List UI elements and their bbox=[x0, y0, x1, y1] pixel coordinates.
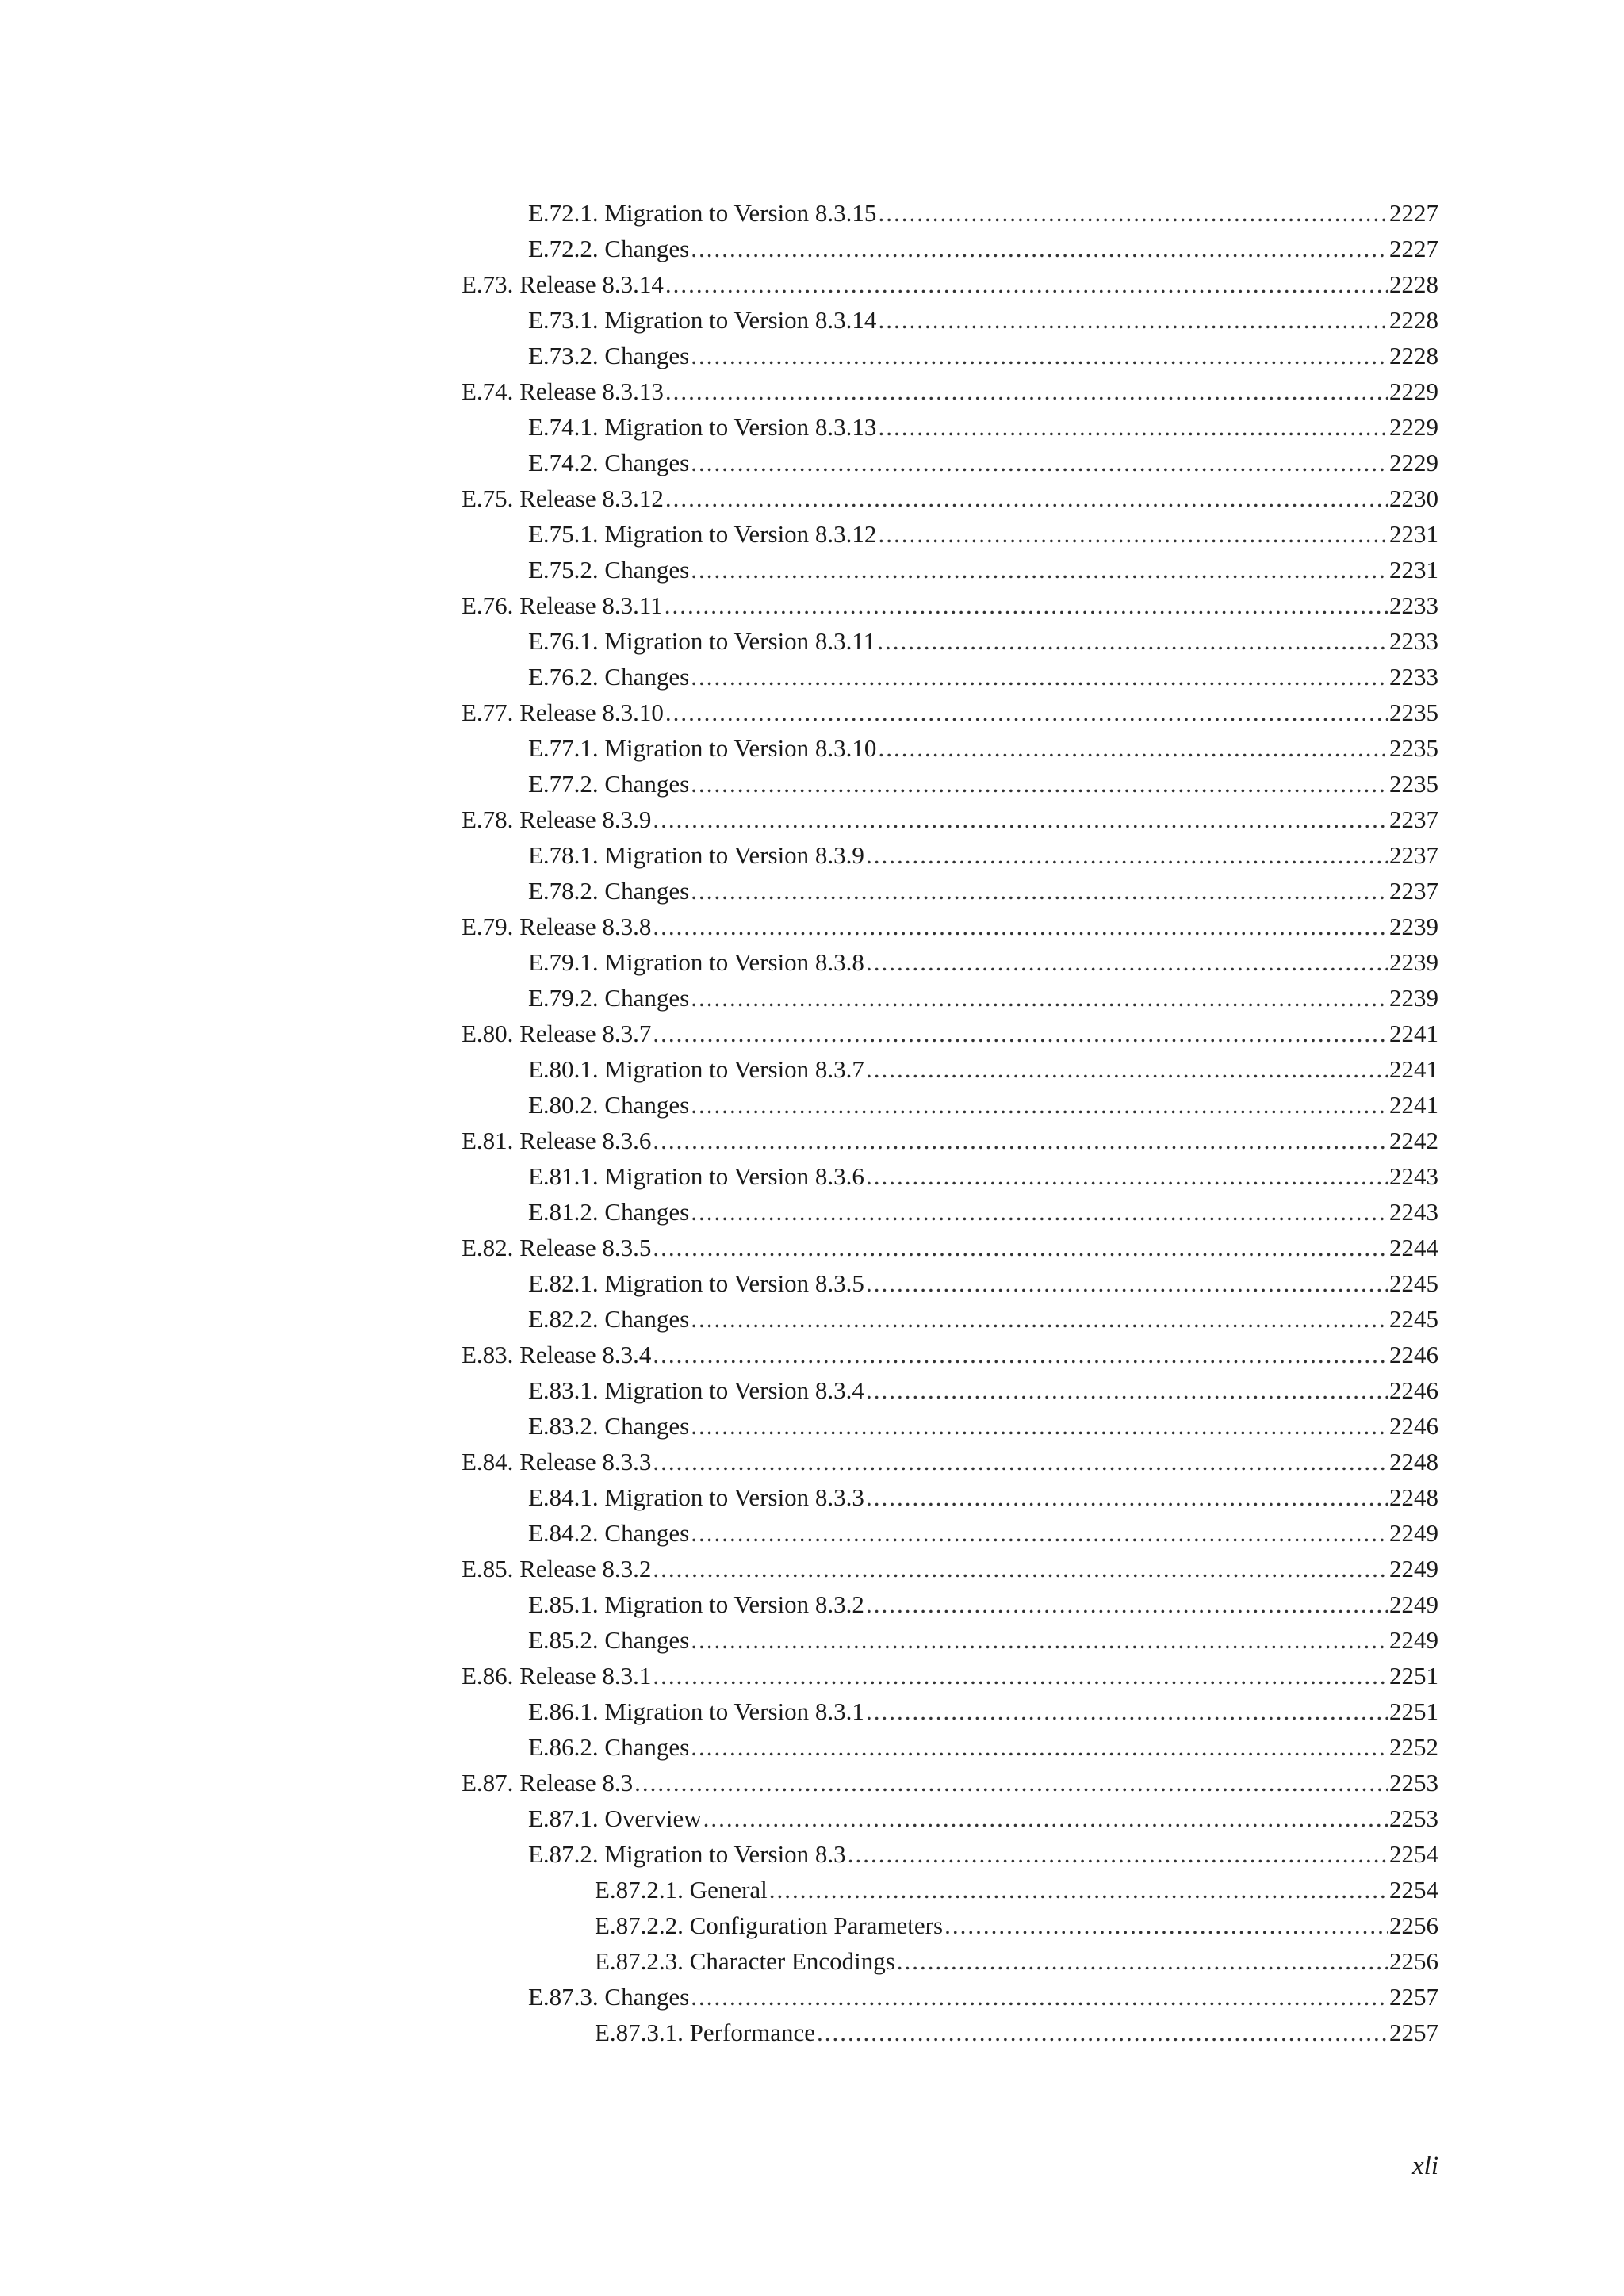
toc-entry-label: E.74. Release 8.3.13 bbox=[462, 377, 664, 405]
toc-entry-label: E.82. Release 8.3.5 bbox=[462, 1234, 652, 1261]
dot-leader bbox=[878, 409, 1388, 445]
dot-leader bbox=[691, 659, 1388, 695]
toc-entry[interactable] bbox=[462, 1943, 1438, 1979]
dot-leader bbox=[691, 1194, 1388, 1230]
dot-leader bbox=[653, 1444, 1388, 1479]
toc-entry-label: E.78.1. Migration to Version 8.3.9 bbox=[528, 841, 864, 869]
toc-entry-page: 2243 bbox=[1389, 1198, 1438, 1226]
dot-leader bbox=[866, 1158, 1388, 1194]
toc-entry-label: E.85.1. Migration to Version 8.3.2 bbox=[528, 1590, 864, 1618]
toc-entry-label: E.79. Release 8.3.8 bbox=[462, 913, 652, 940]
toc-entry-page: 2233 bbox=[1389, 627, 1438, 655]
toc-entry-label: E.87. Release 8.3 bbox=[462, 1769, 634, 1797]
toc-entry[interactable] bbox=[462, 1551, 1438, 1586]
toc-entry[interactable] bbox=[462, 1515, 1438, 1551]
dot-leader bbox=[665, 373, 1388, 409]
dot-leader bbox=[866, 1693, 1388, 1729]
toc-entry[interactable] bbox=[462, 766, 1438, 802]
toc-entry-label: E.82.1. Migration to Version 8.3.5 bbox=[528, 1269, 864, 1297]
toc-entry-page: 2242 bbox=[1389, 1127, 1438, 1154]
dot-leader bbox=[897, 1943, 1388, 1979]
toc-entry-page: 2235 bbox=[1389, 698, 1438, 726]
toc-entry-label: E.73.1. Migration to Version 8.3.14 bbox=[528, 306, 877, 334]
toc-entry-label: E.86.2. Changes bbox=[528, 1733, 690, 1761]
dot-leader bbox=[653, 1016, 1388, 1051]
toc-entry-label: E.85.2. Changes bbox=[528, 1626, 690, 1654]
toc-entry-label: E.75.2. Changes bbox=[528, 556, 690, 584]
dot-leader bbox=[866, 837, 1388, 873]
toc-entry-label: E.75. Release 8.3.12 bbox=[462, 484, 664, 512]
toc-entry[interactable] bbox=[462, 1194, 1438, 1230]
toc-entry-label: E.85. Release 8.3.2 bbox=[462, 1555, 652, 1582]
dot-leader bbox=[691, 1979, 1388, 2015]
toc-entry[interactable] bbox=[462, 1408, 1438, 1444]
toc-entry-label: E.87.1. Overview bbox=[528, 1804, 702, 1832]
toc-entry-label: E.84.1. Migration to Version 8.3.3 bbox=[528, 1483, 864, 1511]
toc-entry[interactable] bbox=[462, 1051, 1438, 1087]
toc-entry[interactable] bbox=[462, 623, 1438, 659]
toc-entry[interactable] bbox=[462, 1729, 1438, 1765]
toc-entry[interactable] bbox=[462, 695, 1438, 730]
toc-entry[interactable] bbox=[462, 1872, 1438, 1908]
toc-entry-label: E.83.2. Changes bbox=[528, 1412, 690, 1440]
dot-leader bbox=[691, 766, 1388, 802]
toc-entry[interactable] bbox=[462, 730, 1438, 766]
toc-entry-label: E.72.2. Changes bbox=[528, 235, 690, 262]
dot-leader bbox=[769, 1872, 1388, 1908]
toc-entry-label: E.83.1. Migration to Version 8.3.4 bbox=[528, 1376, 864, 1404]
toc-entry[interactable] bbox=[462, 1479, 1438, 1515]
toc-entry[interactable] bbox=[462, 1658, 1438, 1693]
toc-entry-label: E.86. Release 8.3.1 bbox=[462, 1662, 652, 1689]
toc-entry-page: 2251 bbox=[1389, 1697, 1438, 1725]
toc-entry-label: E.87.3. Changes bbox=[528, 1983, 690, 2011]
toc-entry-page: 2228 bbox=[1389, 270, 1438, 298]
toc-entry-page: 2246 bbox=[1389, 1341, 1438, 1368]
toc-entry-label: E.80.1. Migration to Version 8.3.7 bbox=[528, 1055, 864, 1083]
toc-entry-label: E.76. Release 8.3.11 bbox=[462, 591, 663, 619]
toc-entry-label: E.87.2.2. Configuration Parameters bbox=[595, 1911, 944, 1939]
toc-entry-label: E.84.2. Changes bbox=[528, 1519, 690, 1547]
dot-leader bbox=[665, 695, 1388, 730]
toc-entry[interactable] bbox=[462, 1301, 1438, 1337]
toc-entry-page: 2233 bbox=[1389, 663, 1438, 691]
table-of-contents bbox=[462, 195, 1438, 2050]
toc-entry-page: 2256 bbox=[1389, 1947, 1438, 1975]
page-number: xli bbox=[1412, 2152, 1438, 2180]
toc-entry-page: 2248 bbox=[1389, 1483, 1438, 1511]
toc-entry[interactable] bbox=[462, 1908, 1438, 1943]
toc-entry-label: E.80.2. Changes bbox=[528, 1091, 690, 1119]
toc-entry[interactable] bbox=[462, 1337, 1438, 1372]
toc-entry[interactable] bbox=[462, 1836, 1438, 1872]
dot-leader bbox=[691, 1729, 1388, 1765]
toc-entry[interactable] bbox=[462, 552, 1438, 587]
toc-entry[interactable] bbox=[462, 1586, 1438, 1622]
toc-entry-label: E.78.2. Changes bbox=[528, 877, 690, 905]
toc-entry-label: E.87.2. Migration to Version 8.3 bbox=[528, 1840, 846, 1868]
toc-entry[interactable] bbox=[462, 659, 1438, 695]
dot-leader bbox=[665, 266, 1388, 302]
toc-entry-label: E.87.2.1. General bbox=[595, 1876, 768, 1904]
toc-entry-page: 2230 bbox=[1389, 484, 1438, 512]
toc-entry[interactable] bbox=[462, 587, 1438, 623]
toc-entry-label: E.77.1. Migration to Version 8.3.10 bbox=[528, 734, 877, 762]
toc-entry-page: 2237 bbox=[1389, 877, 1438, 905]
toc-entry-label: E.78. Release 8.3.9 bbox=[462, 806, 652, 833]
toc-entry-page: 2231 bbox=[1389, 520, 1438, 548]
toc-entry[interactable] bbox=[462, 873, 1438, 909]
dot-leader bbox=[691, 873, 1388, 909]
toc-entry[interactable] bbox=[462, 195, 1438, 231]
toc-entry[interactable] bbox=[462, 802, 1438, 837]
dot-leader bbox=[878, 730, 1388, 766]
dot-leader bbox=[866, 944, 1388, 980]
toc-entry-label: E.77. Release 8.3.10 bbox=[462, 698, 664, 726]
toc-entry[interactable] bbox=[462, 944, 1438, 980]
dot-leader bbox=[691, 552, 1388, 587]
toc-entry-label: E.73. Release 8.3.14 bbox=[462, 270, 664, 298]
toc-entry-page: 2229 bbox=[1389, 413, 1438, 441]
toc-entry-page: 2254 bbox=[1389, 1840, 1438, 1868]
toc-entry-page: 2241 bbox=[1389, 1055, 1438, 1083]
toc-entry[interactable] bbox=[462, 1800, 1438, 1836]
toc-entry-page: 2239 bbox=[1389, 984, 1438, 1012]
dot-leader bbox=[653, 1337, 1388, 1372]
toc-entry-page: 2245 bbox=[1389, 1305, 1438, 1333]
toc-entry-page: 2249 bbox=[1389, 1555, 1438, 1582]
dot-leader bbox=[866, 1479, 1388, 1515]
toc-entry-page: 2229 bbox=[1389, 449, 1438, 476]
dot-leader bbox=[866, 1586, 1388, 1622]
toc-entry-page: 2246 bbox=[1389, 1412, 1438, 1440]
toc-entry-label: E.83. Release 8.3.4 bbox=[462, 1341, 652, 1368]
toc-entry[interactable] bbox=[462, 1158, 1438, 1194]
toc-entry-label: E.72.1. Migration to Version 8.3.15 bbox=[528, 199, 877, 227]
dot-leader bbox=[653, 1658, 1388, 1693]
toc-entry-page: 2246 bbox=[1389, 1376, 1438, 1404]
toc-entry-label: E.79.2. Changes bbox=[528, 984, 690, 1012]
toc-entry[interactable] bbox=[462, 302, 1438, 338]
toc-entry[interactable] bbox=[462, 373, 1438, 409]
dot-leader bbox=[866, 1051, 1388, 1087]
dot-leader bbox=[848, 1836, 1388, 1872]
toc-entry-label: E.82.2. Changes bbox=[528, 1305, 690, 1333]
toc-entry-page: 2228 bbox=[1389, 306, 1438, 334]
dot-leader bbox=[691, 1408, 1388, 1444]
toc-entry[interactable] bbox=[462, 445, 1438, 480]
toc-entry-page: 2249 bbox=[1389, 1519, 1438, 1547]
toc-entry[interactable] bbox=[462, 980, 1438, 1016]
dot-leader bbox=[691, 1301, 1388, 1337]
toc-entry-page: 2257 bbox=[1389, 1983, 1438, 2011]
dot-leader bbox=[817, 2015, 1388, 2050]
toc-entry[interactable] bbox=[462, 1016, 1438, 1051]
toc-entry-page: 2256 bbox=[1389, 1911, 1438, 1939]
dot-leader bbox=[665, 480, 1388, 516]
toc-entry[interactable] bbox=[462, 231, 1438, 266]
toc-entry-page: 2253 bbox=[1389, 1804, 1438, 1832]
dot-leader bbox=[653, 1551, 1388, 1586]
toc-entry-page: 2237 bbox=[1389, 806, 1438, 833]
toc-entry-page: 2229 bbox=[1389, 377, 1438, 405]
toc-entry-label: E.75.1. Migration to Version 8.3.12 bbox=[528, 520, 877, 548]
toc-entry-page: 2249 bbox=[1389, 1626, 1438, 1654]
dot-leader bbox=[691, 1622, 1388, 1658]
toc-entry[interactable] bbox=[462, 1230, 1438, 1265]
toc-entry[interactable] bbox=[462, 1265, 1438, 1301]
toc-entry[interactable] bbox=[462, 909, 1438, 944]
toc-entry-page: 2239 bbox=[1389, 948, 1438, 976]
toc-entry-page: 2249 bbox=[1389, 1590, 1438, 1618]
dot-leader bbox=[691, 338, 1388, 373]
toc-entry[interactable] bbox=[462, 1372, 1438, 1408]
toc-entry-page: 2235 bbox=[1389, 734, 1438, 762]
dot-leader bbox=[691, 445, 1388, 480]
toc-entry[interactable] bbox=[462, 480, 1438, 516]
toc-entry-page: 2237 bbox=[1389, 841, 1438, 869]
toc-entry-page: 2244 bbox=[1389, 1234, 1438, 1261]
toc-entry[interactable] bbox=[462, 1693, 1438, 1729]
toc-entry-page: 2243 bbox=[1389, 1162, 1438, 1190]
toc-entry-label: E.81.2. Changes bbox=[528, 1198, 690, 1226]
toc-entry-page: 2241 bbox=[1389, 1020, 1438, 1047]
toc-entry-label: E.79.1. Migration to Version 8.3.8 bbox=[528, 948, 864, 976]
dot-leader bbox=[877, 623, 1388, 659]
toc-entry[interactable] bbox=[462, 1123, 1438, 1158]
toc-entry-label: E.73.2. Changes bbox=[528, 342, 690, 369]
dot-leader bbox=[878, 516, 1388, 552]
toc-entry-label: E.80. Release 8.3.7 bbox=[462, 1020, 652, 1047]
dot-leader bbox=[691, 1087, 1388, 1123]
dot-leader bbox=[878, 195, 1388, 231]
toc-entry-label: E.84. Release 8.3.3 bbox=[462, 1448, 652, 1475]
toc-entry-page: 2254 bbox=[1389, 1876, 1438, 1904]
toc-entry[interactable] bbox=[462, 266, 1438, 302]
toc-entry[interactable] bbox=[462, 2015, 1438, 2050]
toc-entry-label: E.76.1. Migration to Version 8.3.11 bbox=[528, 627, 876, 655]
toc-entry-page: 2251 bbox=[1389, 1662, 1438, 1689]
dot-leader bbox=[866, 1265, 1388, 1301]
toc-entry-label: E.74.2. Changes bbox=[528, 449, 690, 476]
toc-entry-label: E.86.1. Migration to Version 8.3.1 bbox=[528, 1697, 864, 1725]
toc-entry-page: 2241 bbox=[1389, 1091, 1438, 1119]
dot-leader bbox=[866, 1372, 1388, 1408]
toc-entry-label: E.81.1. Migration to Version 8.3.6 bbox=[528, 1162, 864, 1190]
toc-entry-label: E.74.1. Migration to Version 8.3.13 bbox=[528, 413, 877, 441]
toc-entry-page: 2252 bbox=[1389, 1733, 1438, 1761]
toc-entry[interactable] bbox=[462, 1979, 1438, 2015]
dot-leader bbox=[691, 980, 1388, 1016]
dot-leader bbox=[691, 1515, 1388, 1551]
toc-entry-page: 2227 bbox=[1389, 235, 1438, 262]
dot-leader bbox=[665, 587, 1388, 623]
toc-entry-page: 2253 bbox=[1389, 1769, 1438, 1797]
toc-entry-label: E.76.2. Changes bbox=[528, 663, 690, 691]
toc-entry-label: E.87.2.3. Character Encodings bbox=[595, 1947, 895, 1975]
toc-entry-page: 2235 bbox=[1389, 770, 1438, 798]
dot-leader bbox=[944, 1908, 1388, 1943]
toc-entry[interactable] bbox=[462, 516, 1438, 552]
toc-entry-page: 2227 bbox=[1389, 199, 1438, 227]
toc-entry-page: 2239 bbox=[1389, 913, 1438, 940]
dot-leader bbox=[634, 1765, 1388, 1800]
dot-leader bbox=[703, 1800, 1388, 1836]
toc-entry[interactable] bbox=[462, 1444, 1438, 1479]
dot-leader bbox=[653, 802, 1388, 837]
dot-leader bbox=[653, 909, 1388, 944]
toc-entry[interactable] bbox=[462, 1765, 1438, 1800]
toc-entry-page: 2231 bbox=[1389, 556, 1438, 584]
toc-entry[interactable] bbox=[462, 1087, 1438, 1123]
toc-entry-label: E.87.3.1. Performance bbox=[595, 2019, 816, 2046]
toc-entry-page: 2245 bbox=[1389, 1269, 1438, 1297]
toc-entry[interactable] bbox=[462, 837, 1438, 873]
toc-entry-label: E.77.2. Changes bbox=[528, 770, 690, 798]
toc-entry-page: 2257 bbox=[1389, 2019, 1438, 2046]
toc-entry-page: 2228 bbox=[1389, 342, 1438, 369]
dot-leader bbox=[691, 231, 1388, 266]
dot-leader bbox=[653, 1230, 1388, 1265]
toc-entry-page: 2248 bbox=[1389, 1448, 1438, 1475]
toc-entry[interactable] bbox=[462, 338, 1438, 373]
dot-leader bbox=[653, 1123, 1388, 1158]
toc-entry-page: 2233 bbox=[1389, 591, 1438, 619]
toc-entry[interactable] bbox=[462, 409, 1438, 445]
dot-leader bbox=[878, 302, 1388, 338]
toc-entry[interactable] bbox=[462, 1622, 1438, 1658]
toc-entry-label: E.81. Release 8.3.6 bbox=[462, 1127, 652, 1154]
